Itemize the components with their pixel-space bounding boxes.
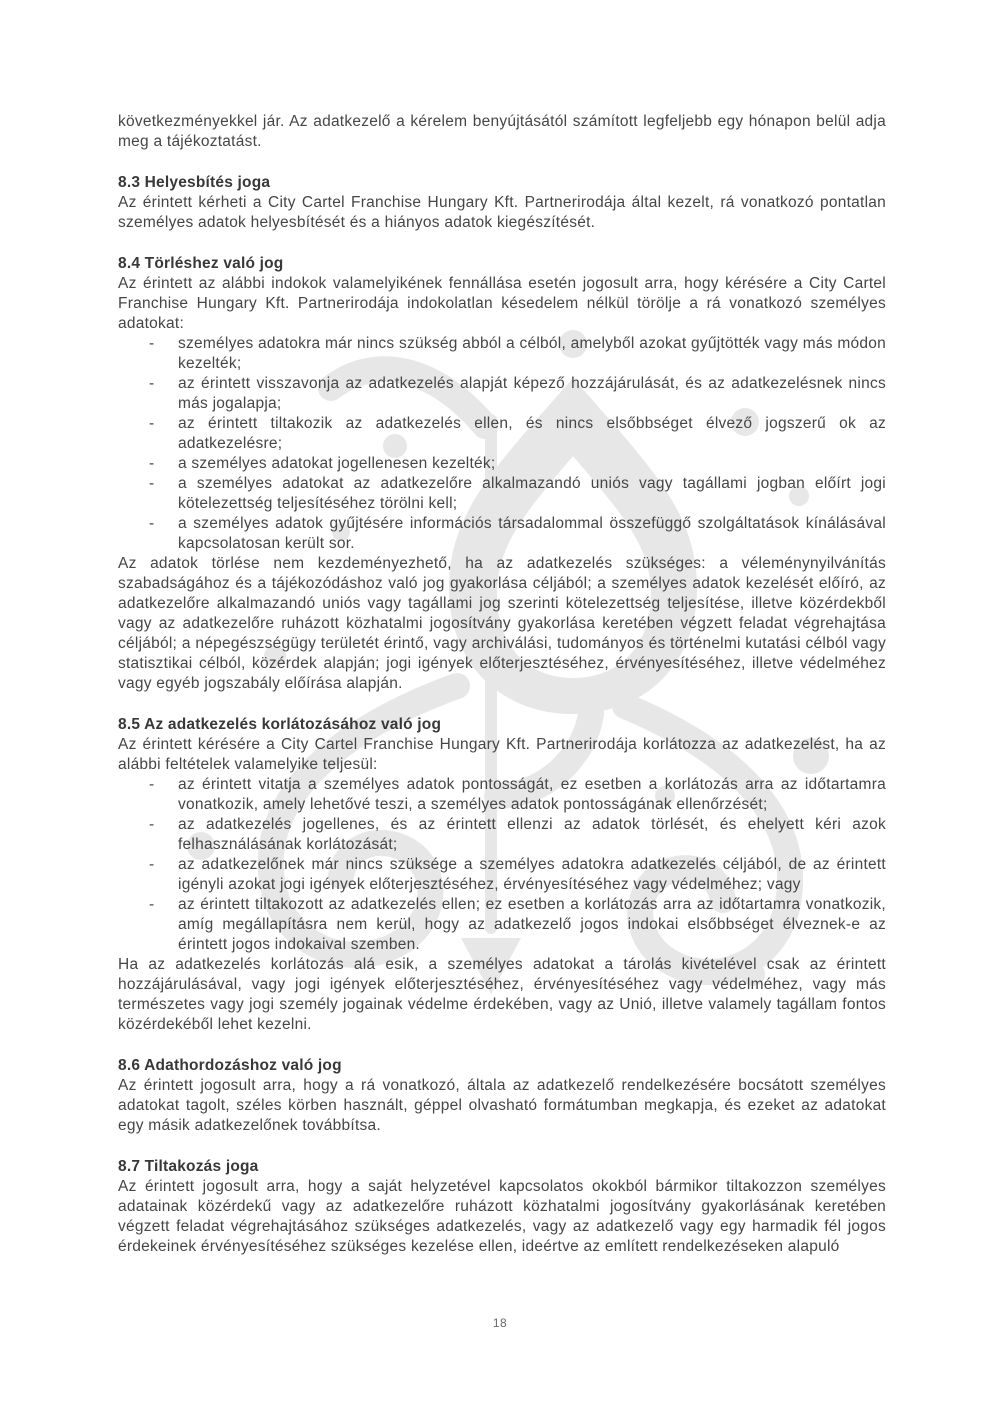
list-item [118, 895, 886, 955]
section-heading: 8.5 Az adatkezelés korlátozásához való jog [118, 716, 442, 733]
section-paragraph: Az érintett kérheti a City Cartel Franchise Hungary Kft. Partnerirodája által kezelt, rá vonatkozó pontatlan személyes adatok helyesbítését és a hiányos adatok kiegészítését. [118, 194, 886, 231]
list-item-text: az érintett visszavonja az adatkezelés alapját képező hozzájárulását, és az adatkezelésnek nincs más jogalapja; [178, 375, 886, 412]
deletion-reasons-list [118, 334, 886, 554]
page-content [118, 112, 886, 1257]
list-item-text: az adatkezelés jogellenes, és az érintett ellenzi az adatok törlését, és ehelyett kéri azok felhasználásának korlátozását; [178, 816, 886, 853]
section-lead: Az érintett az alábbi indokok valamelyikének fennállása esetén jogosult arra, hogy kérésére a City Cartel Franchise Hungary Kft. Partnerirodája indokolatlan késedelem nélkül törölje a rá vonatkozó személyes adatokat: [118, 275, 886, 332]
section-8-4 [118, 254, 886, 554]
list-item-text: személyes adatokra már nincs szükség abból a célból, amelyből azokat gyűjtötték vagy más módon kezelték; [178, 335, 886, 372]
section-8-3 [118, 173, 886, 233]
section-lead: Az érintett kérésére a City Cartel Franchise Hungary Kft. Partnerirodája korlátozza az adatkezelést, ha az alábbi feltételek valamelyike teljesül: [118, 736, 886, 773]
bullet-marker: - [149, 375, 155, 392]
list-item [118, 454, 886, 474]
list-item-text: a személyes adatokat jogellenesen kezelték; [178, 455, 496, 472]
list-item [118, 414, 886, 454]
list-item [118, 474, 886, 514]
bullet-marker: - [149, 816, 155, 833]
list-item-text: az érintett vitatja a személyes adatok pontosságát, ez esetben a korlátozás arra az időtartamra vonatkozik, amely lehetővé teszi, a személyes adatok pontosságának ellenőrzését; [178, 776, 886, 813]
bullet-marker: - [149, 856, 155, 873]
deletion-exceptions-paragraph: Az adatok törlése nem kezdeményezhető, ha az adatkezelés szükséges: a véleménynyilvánítás szabadságához és a tájékozódáshoz való jog gyakorlása céljából; a személyes adatok kezelését előíró, az adatkezelőre alkalmazandó uniós vagy tagállami jog szerinti kötelezettség teljesítése, illetve közérdekből vagy az adatkezelőre ruházott közhatalmi jogosítvány gyakorlása keretében végzett feladat végrehajtása céljából; a népegészségügy területét érintő, vagy archiválási, tudományos és történelmi kutatási célból vagy statisztikai célból, közérdek alapján; jogi igények előterjesztéséhez, érvényesítéséhez, illetve védelméhez vagy egyéb jogszabály előírása alapján. [118, 555, 886, 692]
list-item-text: a személyes adatokat az adatkezelőre alkalmazandó uniós vagy tagállami jogban előírt jogi kötelezettség teljesítéséhez törölni kell; [178, 475, 886, 512]
bullet-marker: - [149, 335, 155, 352]
bullet-marker: - [149, 415, 155, 432]
list-item [118, 334, 886, 374]
section-heading: 8.4 Törléshez való jog [118, 255, 284, 272]
restriction-handling-paragraph: Ha az adatkezelés korlátozás alá esik, a személyes adatokat a tárolás kivételével csak az érintett hozzájárulásával, vagy jogi igények előterjesztéséhez, érvényesítéséhez vagy védelméhez, vagy más természetes vagy jogi személy jogainak védelme érdekében, vagy az Unió, illetve valamely tagállam fontos közérdekéből lehet kezelni. [118, 956, 886, 1033]
bullet-marker: - [149, 896, 155, 913]
section-paragraph: Az érintett jogosult arra, hogy a saját helyzetével kapcsolatos okokból bármikor tiltakozzon személyes adatainak közérdekű vagy az adatkezelőre ruházott közhatalmi jogosítvány gyakorlásának keretében végzett feladat végrehajtásához szükséges adatkezelés, vagy az adatkezelő vagy egy harmadik fél jogos érdekeinek érvényesítéséhez szükséges kezelése ellen, ideértve az említett rendelkezéseken alapuló [118, 1178, 886, 1255]
list-item [118, 775, 886, 815]
page-number: 18 [492, 1316, 508, 1330]
list-item [118, 815, 886, 855]
list-item-text: az adatkezelőnek már nincs szüksége a személyes adatokra adatkezelés céljából, de az érintett igényli azokat jogi igények előterjesztéséhez, érvényesítéséhez vagy védelméhez; vagy [178, 856, 886, 893]
section-8-5 [118, 715, 886, 955]
list-item [118, 374, 886, 414]
restriction-conditions-list [118, 775, 886, 955]
bullet-marker: - [149, 475, 155, 492]
section-heading: 8.7 Tiltakozás joga [118, 1158, 259, 1175]
list-item [118, 514, 886, 554]
intro-paragraph: következményekkel jár. Az adatkezelő a kérelem benyújtásától számított legfeljebb egy hónapon belül adja meg a tájékoztatást. [118, 113, 886, 150]
section-heading: 8.3 Helyesbítés joga [118, 174, 271, 191]
section-heading: 8.6 Adathordozáshoz való jog [118, 1057, 342, 1074]
bullet-marker: - [149, 776, 155, 793]
list-item-text: az érintett tiltakozott az adatkezelés ellen; ez esetben a korlátozás arra az időtartamra vonatkozik, amíg megállapításra nem kerül, hogy az adatkezelő jogos indokai elsőbbséget élveznek-e az érintett jogos indokaival szemben. [178, 896, 886, 953]
section-8-6 [118, 1056, 886, 1136]
section-paragraph: Az érintett jogosult arra, hogy a rá vonatkozó, általa az adatkezelő rendelkezésére bocsátott személyes adatokat tagolt, széles körben használt, géppel olvasható formátumban megkapja, és ezeket az adatokat egy másik adatkezelőnek továbbítsa. [118, 1077, 886, 1134]
bullet-marker: - [149, 455, 155, 472]
section-8-7 [118, 1157, 886, 1257]
list-item-text: a személyes adatok gyűjtésére információs társadalommal összefüggő szolgáltatások kínálásával kapcsolatosan került sor. [178, 515, 886, 552]
list-item-text: az érintett tiltakozik az adatkezelés ellen, és nincs elsőbbséget élvező jogszerű ok az adatkezelésre; [178, 415, 886, 452]
bullet-marker: - [149, 515, 155, 532]
list-item [118, 855, 886, 895]
